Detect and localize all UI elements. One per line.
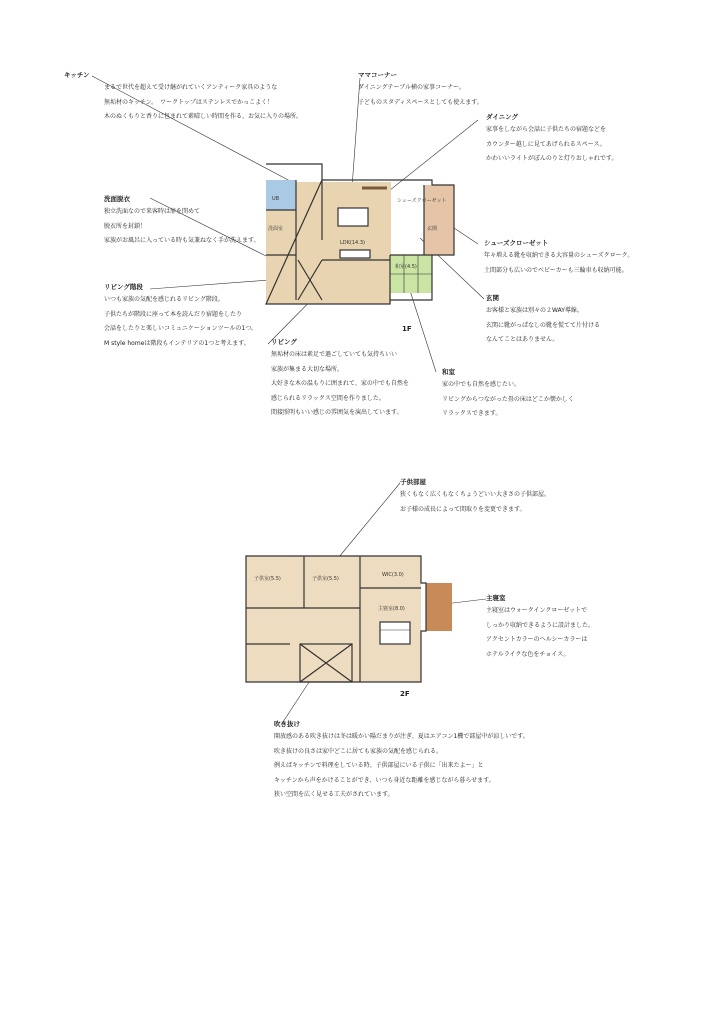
room-child1-2f: 子供室(5.5) [254, 576, 281, 582]
annotation-fukinuke-line: 例えばキッチンで料理をしている時、子供部屋にいる子供に「出来たよー」と [274, 762, 484, 769]
room-laundry-1f: 洗面室 [268, 226, 284, 232]
annotation-stairs-title: リビング階段 [104, 283, 143, 291]
room-shoes-1f: シューズクローゼット [397, 198, 447, 204]
annotation-kodomo [400, 476, 550, 517]
annotation-mama-title: ママコーナー [358, 71, 397, 79]
annotation-senmen-line: 家族がお風呂に入っている時も気兼ねなく手が洗えます。 [104, 237, 260, 244]
annotation-mama-line: ダイニングテーブル横の家事コーナー。 [358, 84, 465, 91]
annotation-genkan-line: 玄関に靴がっぱなしの靴を慌てて片付ける [486, 321, 601, 329]
room-wic-2f: WIC(3.0) [382, 572, 404, 578]
annotation-stairs [104, 281, 257, 351]
annotation-dining [486, 111, 617, 167]
master-accent-2f [426, 583, 452, 631]
annotation-dining-line: 家事をしながら会話に子供たちの宿題などを [486, 126, 607, 133]
annotation-stairs-line: 子供たちが階段に座って本を読んだり宿題をしたり [104, 310, 243, 318]
annotation-fukinuke-line: 狭い空間を広く見せる工夫がされています。 [274, 791, 394, 798]
annotation-living-line: 大好きな木の温もりに囲まれて、家の中でも自然を [271, 380, 409, 387]
floor-label-1f: 1F [402, 325, 412, 333]
annotation-senmen [104, 193, 260, 249]
annotation-fukinuke-line: キッチンから声をかけることができ、いつも身近な距離を感じながら暮らせます。 [274, 776, 495, 784]
annotation-stairs-line: 会話をしたりと楽しいコミュニケーションツールの1つ。 [104, 325, 258, 332]
annotation-stairs-line: M style homeは階段もインテリアの1つと考えます。 [104, 339, 250, 347]
annotation-shoes-line: 年々増える靴を収納できる大容量のシューズクローク。 [484, 252, 634, 259]
annotation-shushin-title: 主寝室 [486, 594, 506, 602]
annotation-senmen-line: 脱衣所を封鎖！ [104, 222, 147, 230]
annotation-kitchen-line: 無垢材のキッチン。 ワークトップはステンレスでかっこよく！ [104, 98, 274, 106]
annotation-dining-line: かわいいライトがぽんのりと灯りおしゃれです。 [486, 155, 618, 162]
annotation-shoes-line: 土間部分も広いのでベビーカーも三輪車も収納可能。 [484, 266, 628, 274]
annotation-living-line: 間接照明もいい感じの雰囲気を演出しています。 [271, 409, 403, 416]
annotation-shushin [486, 592, 594, 662]
annotation-shoes-title: シューズクローゼット [484, 239, 549, 247]
annotation-kodomo-title: 子供部屋 [400, 478, 426, 486]
annotation-fukinuke-line: 吹き抜けの良さは家中どこに居ても家族の気配を感じられる。 [274, 747, 443, 755]
room-child2-2f: 子供室(5.5) [312, 576, 339, 582]
annotation-genkan-line: なんてことはありません。 [486, 336, 559, 343]
floor-label-2f: 2F [400, 690, 410, 698]
annotation-shoes [484, 237, 633, 278]
annotation-washitsu-title: 和室 [442, 368, 455, 376]
annotation-senmen-title: 洗面脱衣 [104, 195, 130, 203]
bath-1f [266, 180, 296, 210]
annotation-fukinuke-title: 吹き抜け [274, 720, 300, 728]
annotation-shushin-line: しっかり収納できるように設計ました。 [486, 621, 595, 629]
annotation-living-line: 無垢材の床は素足で過ごしていても気持ちいい [271, 351, 398, 358]
annotation-dining-line: カウンター越しに見てあげられるスペース。 [486, 140, 606, 148]
annotation-kitchen-line: まるで世代を超えて受け継がれていくアンティーク家具のような [104, 84, 278, 91]
annotation-washitsu-line: リビングからつながった畳の床はどこか懐かしく [442, 395, 574, 403]
tile-entrance-1f [424, 185, 454, 255]
annotation-shushin-line: アクセントカラーのヘルシーカラーは [486, 636, 588, 643]
annotation-genkan-line: お客様と家族は別々の２WAY導線。 [486, 307, 583, 314]
room-ldk-1f: LDK(14.3) [340, 240, 365, 246]
annotation-kitchen [64, 69, 302, 125]
annotation-washitsu-line: リラックスできます。 [442, 410, 502, 417]
annotation-genkan-title: 玄関 [486, 294, 499, 302]
annotation-shushin-line: ホテルライクな色をチョイス。 [486, 650, 570, 658]
annotation-living-line: 家族が集まる大切な場所。 [271, 365, 344, 373]
annotation-senmen-line: 独立洗面なので来客時は扉を閉めて [104, 208, 201, 215]
floor-plan-2f [240, 548, 456, 688]
annotation-kodomo-line: お子様の成長によって間取りを変更できます。 [400, 505, 526, 513]
annotation-fukinuke [274, 718, 529, 803]
annotation-living-title: リビング [271, 338, 297, 346]
annotation-shushin-line: 主寝室はウォークインクローゼットで [486, 607, 588, 614]
floor-plan-1f [262, 160, 462, 310]
annotation-living [271, 336, 409, 421]
annotation-kitchen-line: 木のぬくもりと香りに包まれて素晴しい時間を作る、お気に入りの場所。 [104, 113, 303, 120]
annotation-mama [358, 69, 483, 110]
annotation-kodomo-line: 狭くもなく広くもなくちょうどいい大きさの子供部屋。 [400, 491, 551, 498]
room-washitsu-1f: 和室(4.5) [395, 264, 417, 270]
room-bath-1f: UB [272, 196, 280, 202]
annotation-stairs-line: いつも家族の気配を感じれるリビング階段。 [104, 296, 224, 303]
annotation-mama-line: 子どものスタディスペースとしても使えます。 [358, 98, 483, 106]
annotation-washitsu-line: 家の中でも自然を感じたい。 [442, 381, 521, 388]
annotation-dining-title: ダイニング [486, 113, 518, 121]
annotation-kitchen-title: キッチン [64, 71, 90, 79]
annotation-washitsu [442, 366, 574, 422]
annotation-fukinuke-line: 開放感のある吹き抜けは冬は暖かい陽だまりが注ぎ、夏はエアコン1機で部屋中が涼しいです。 [274, 733, 529, 740]
annotation-genkan [486, 292, 600, 348]
annotation-living-line: 感じられるリラックス空間を作りました。 [271, 394, 385, 402]
room-entrance-1f: 玄関 [427, 226, 438, 232]
room-master-2f: 主寝室(8.0) [378, 606, 405, 612]
